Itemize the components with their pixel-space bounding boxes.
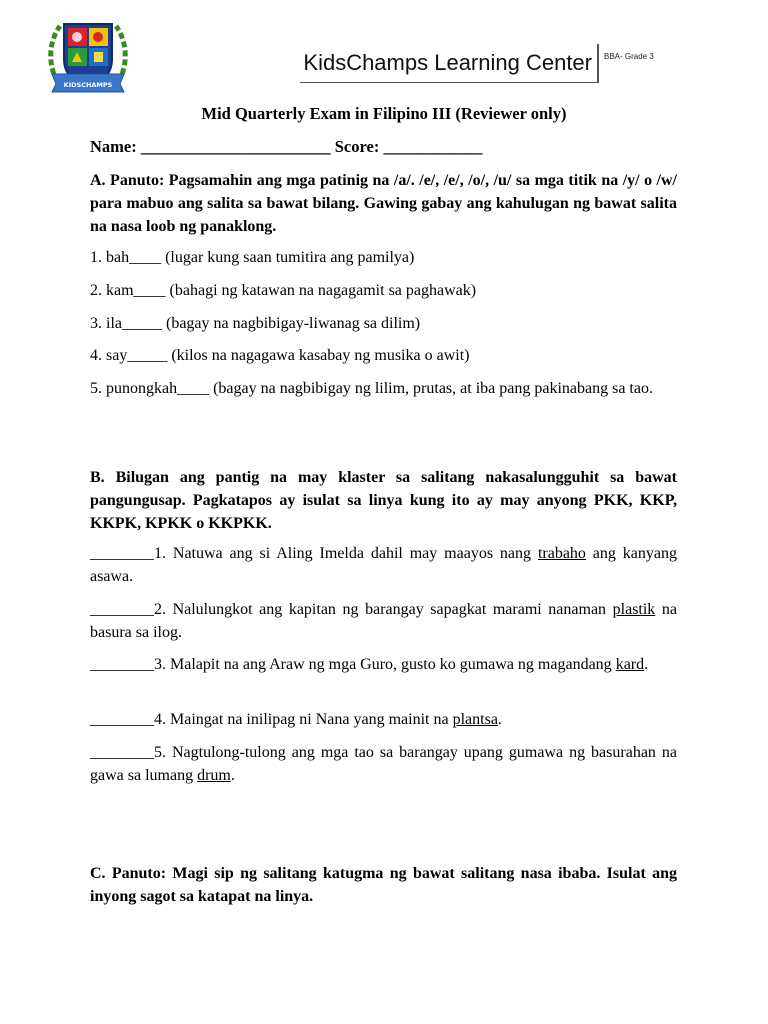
- item-text: .: [644, 656, 649, 673]
- section-a-item-3: 3. ila_____ (bagay na nagbibigay-liwanag sa dilim): [90, 315, 421, 332]
- section-b-item-2: [90, 598, 677, 644]
- item-text: .: [230, 767, 235, 784]
- underlined-word: drum: [197, 767, 231, 784]
- underlined-word: plantsa: [452, 711, 498, 728]
- item-text: ________4. Maingat na inilipag ni Nana yang mainit na: [90, 711, 453, 728]
- item-text: ________3. Malapit na ang Araw ng mga Guro, gusto ko gumawa ng magandang: [90, 656, 616, 673]
- section-a-instruction: A. Panuto: Pagsamahin ang mga patinig na /a/. /e/, /e/, /o/, /u/ sa mga titik na /y/ o /w/ para mabuo ang salita sa bawat bilang. Gawing gabay ang kahulugan ng bawat salita na nasa loob ng panaklong.: [90, 172, 677, 235]
- score-label: Score:: [330, 137, 380, 156]
- section-a-item-5: 5. punongkah____ (bagay na nagbibigay ng lilim, prutas, at iba pang pakinabang sa tao.: [90, 380, 653, 397]
- section-b-item-4: [90, 708, 677, 731]
- underlined-word: plastik: [612, 601, 656, 618]
- item-text: ________2. Nalulungkot ang kapitan ng barangay sapagkat marami nanaman: [90, 601, 613, 618]
- section-a-item-2: 2. kam____ (bahagi ng katawan na nagagamit sa paghawak): [90, 282, 477, 299]
- section-c-instruction: C. Panuto: Magi sip ng salitang katugma ng bawat salitang nasa ibaba. Isulat ang inyong sagot sa katapat na linya.: [90, 865, 677, 905]
- section-b-instruction: B. Bilugan ang pantig na may klaster sa salitang nakasalungguhit sa bawat pangungusap. Pagkatapos ay isulat sa linya kung ito ay may anyong PKK, KKP, KKPK, KPKK o KKPKK.: [90, 469, 677, 532]
- section-a-item-1: 1. bah____ (lugar kung saan tumitira ang pamilya): [90, 249, 415, 266]
- item-text: na basura sa ilog.: [90, 601, 677, 641]
- section-b-item-3: [90, 653, 677, 676]
- item-text: ________5. Nagtulong-tulong ang mga tao sa barangay upang gumawa ng basurahan na gawa sa lumang: [90, 744, 677, 784]
- learning-center-name: KidsChamps Learning Center: [303, 50, 592, 75]
- section-b-item-5: [90, 741, 677, 787]
- underlined-word: trabaho: [537, 545, 586, 562]
- header-divider: [300, 82, 598, 83]
- name-blank[interactable]: _______________________: [136, 137, 331, 156]
- item-text: ang kanyang asawa.: [90, 545, 678, 585]
- section-a-item-4: 4. say_____ (kilos na nagagawa kasabay ng musika o awit): [90, 347, 470, 364]
- section-b-item-1: [90, 542, 677, 588]
- item-text: .: [497, 711, 502, 728]
- underlined-word: kard: [615, 656, 645, 673]
- grade-tag: BBA- Grade 3: [604, 52, 654, 61]
- name-score-row: [90, 137, 482, 157]
- name-label: Name:: [90, 137, 137, 156]
- exam-title: Mid Quarterly Exam in Filipino III (Reviewer only): [201, 104, 567, 123]
- score-blank[interactable]: ____________: [379, 137, 483, 156]
- item-text: ________1. Natuwa ang si Aling Imelda dahil may maayos nang: [90, 545, 538, 562]
- school-logo: [46, 12, 130, 100]
- header-vertical-divider: [597, 44, 599, 83]
- logo-banner-text: KIDSCHAMPS: [63, 81, 113, 89]
